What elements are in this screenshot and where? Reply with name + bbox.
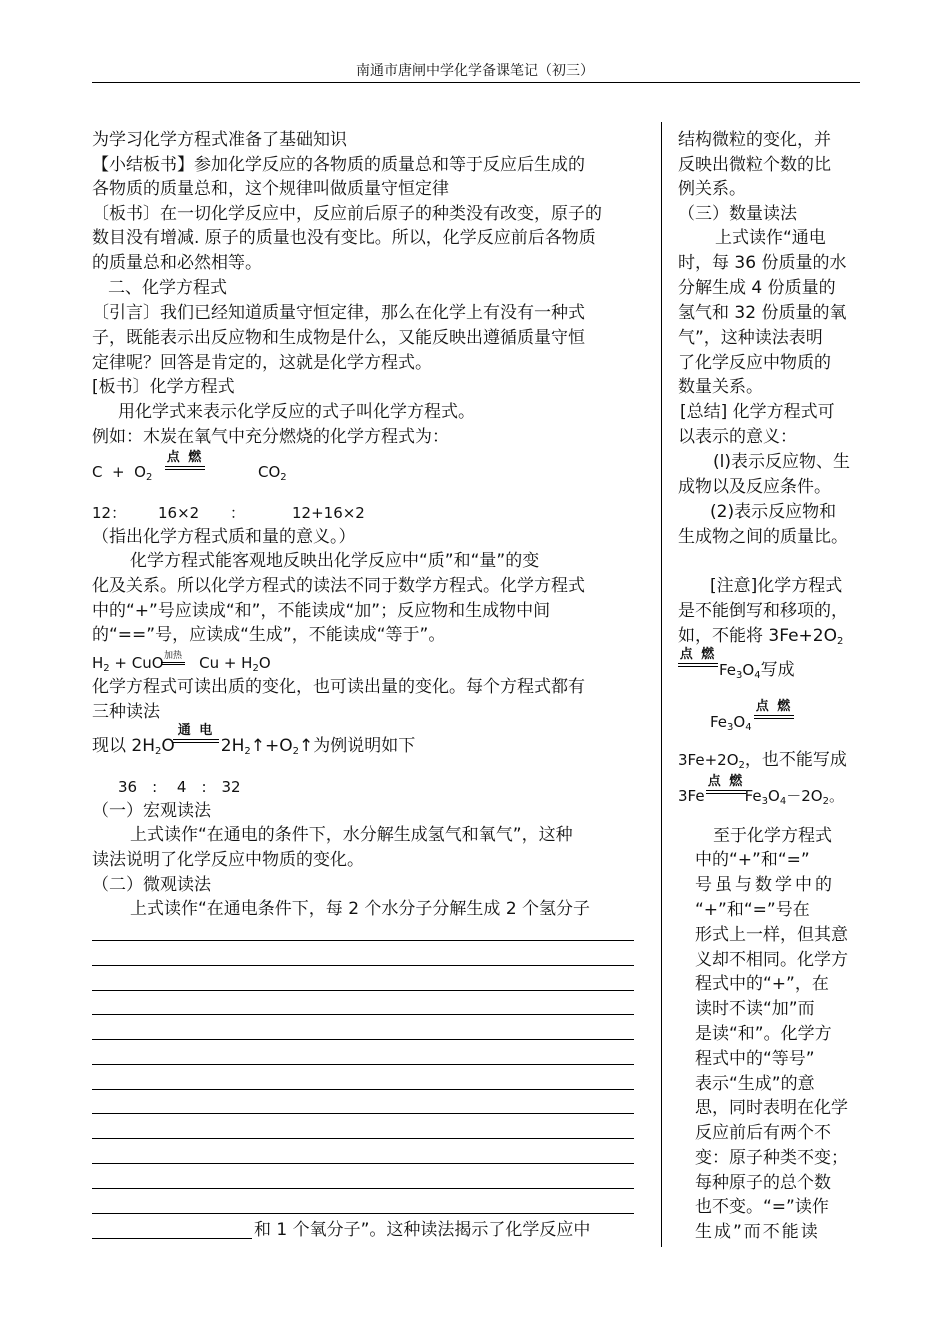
- mass-ratio-1c: 12+16×2: [292, 504, 365, 522]
- eq3-pre: 现以 2H: [92, 736, 156, 756]
- eq3-water-sub: 2: [155, 746, 162, 757]
- r21-text: 写成: [760, 660, 795, 680]
- column-divider: [661, 122, 662, 1247]
- left-line-12: 用化学式来表示化学反应的式子叫化学方程式。: [118, 402, 475, 422]
- eq3-post: ↑为例说明如下: [299, 736, 416, 756]
- r24-minus-sub: 2: [822, 796, 829, 807]
- eq2-water-sub: 2: [252, 663, 259, 674]
- eq2-condition-label: 加热: [163, 651, 182, 661]
- eq2-condition: [161, 651, 185, 665]
- r22-fe-sub: 3: [727, 722, 734, 733]
- blank-line: [92, 990, 634, 991]
- note-heading: [注意]化学方程式: [710, 576, 843, 596]
- left-line-3: 各物质的质量总和，这个规律叫做质量守恒定律: [92, 179, 449, 199]
- blank-line: [92, 1188, 634, 1189]
- left-line-17: 中的“+”号应读成“和”，不能读成“加”；反应物和生成物中间: [92, 601, 551, 621]
- eq1-plus: +: [112, 463, 125, 481]
- right-line-2: 反映出微粒个数的比: [678, 155, 831, 175]
- eq1-product-formula: CO: [258, 463, 281, 481]
- right-line-9: 气”，这种读法表明: [678, 328, 823, 348]
- left-line-4: 〔板书〕在一切化学反应中，反应前后原子的种类没有改变，原子的: [92, 204, 602, 224]
- left-line-23: 读法说明了化学反应中物质的变化。: [92, 850, 364, 870]
- right-line-31: 程式中的“+”，在: [695, 974, 829, 994]
- right-line-38: 变：原子种类不变；: [695, 1148, 848, 1168]
- note-equals-3: [706, 790, 746, 794]
- section-two-heading: 二、化学方程式: [108, 278, 227, 298]
- r21-o-sub: 4: [754, 670, 761, 681]
- right-line-37: 反应前后有两个不: [695, 1123, 831, 1143]
- eq2-water-o: O: [258, 654, 271, 672]
- left-line-22: 上式读作“在通电的条件下，水分解生成氢气和氧气”，这种: [130, 825, 573, 845]
- mass-ratio-1-colon: ：: [230, 504, 246, 522]
- equation-water-electrolysis: [92, 734, 415, 758]
- r24-minus: －2O: [786, 787, 823, 805]
- eq3-equals-sign: [173, 739, 219, 743]
- r23-tail: ，也不能写成: [744, 750, 847, 770]
- right-line-32: 读时不读“加”而: [695, 999, 815, 1019]
- right-line-20: [678, 624, 843, 648]
- right-line-11: 数量关系。: [678, 377, 763, 397]
- eq2-equals-sign: [161, 662, 185, 665]
- eq3-condition: [173, 724, 219, 743]
- note-condition-1-label: 点 燃: [679, 647, 717, 662]
- left-line-8: 〔引言〕我们已经知道质量守恒定律，那么在化学上有没有一种式: [92, 303, 585, 323]
- left-line-6: 的质量总和必然相等。: [92, 253, 262, 273]
- equation-carbon-combustion: [92, 460, 152, 484]
- note-equals-2: [754, 715, 794, 719]
- right-line-19: 是不能倒写和移项的，: [678, 601, 848, 621]
- blank-line: [92, 1113, 634, 1114]
- right-line-27: 号虽与数学中的: [695, 875, 835, 895]
- r24-fe2: Fe: [744, 787, 762, 805]
- eq3-oxygen-sub: 2: [292, 746, 300, 757]
- note-condition-3-label: 点 燃: [707, 774, 745, 789]
- quantity-reading-heading: （三）数量读法: [678, 204, 797, 224]
- right-line-26: 中的“+”和“=”: [695, 850, 810, 870]
- eq3-water-o: O: [161, 736, 175, 756]
- right-line-25: 至于化学方程式: [713, 826, 832, 846]
- r20-sub: 2: [836, 636, 844, 647]
- left-line-25: 上式读作“在通电条件下，每 2 个水分子分解生成 2 个氢分子: [130, 899, 591, 919]
- note-condition-1: [678, 648, 718, 667]
- r23-sub: 2: [738, 760, 745, 771]
- left-line-19: 化学方程式可读出质的变化，也可读出量的变化。每个方程式都有: [92, 677, 585, 697]
- eq1-product: [258, 460, 287, 484]
- mass-ratio-1a: 12：: [92, 504, 127, 522]
- left-line-9: 子，既能表示出反应物和生成物是什么，又能反映出遵循质量守恒: [92, 328, 585, 348]
- right-line-20-text: 如，不能将 3Fe+2O: [678, 626, 837, 646]
- r22-o: O: [733, 713, 746, 731]
- r21-o: O: [742, 661, 755, 679]
- note-condition-2-label: 点 燃: [755, 699, 793, 714]
- eq1-oxygen-sub: 2: [145, 472, 153, 483]
- right-line-40: 也不变。“=”读作: [695, 1197, 829, 1217]
- mass-ratio-2: 36 : 4 : 32: [118, 778, 241, 796]
- blank-line: [92, 1138, 634, 1139]
- blank-line: [92, 940, 634, 941]
- note-condition-3: [706, 775, 746, 794]
- right-line-13: 以表示的意义：: [678, 427, 797, 447]
- eq3-hydrogen: 2H: [220, 736, 245, 756]
- right-line-15: 成物以及反应条件。: [678, 477, 831, 497]
- left-line-2: 【小结板书】参加化学反应的各物质的质量总和等于反应后生成的: [92, 155, 585, 175]
- left-line-15: 化学方程式能客观地反映出化学反应中“质”和“量”的变: [130, 551, 540, 571]
- eq1-condition: [165, 451, 205, 470]
- r22-o-sub: 4: [745, 722, 752, 733]
- right-line-29: 形式上一样，但其意: [695, 925, 848, 945]
- eq2-products: Cu + H: [194, 654, 253, 672]
- blank-line: [92, 1163, 634, 1164]
- right-line-39: 每种原子的总个数: [695, 1173, 831, 1193]
- eq3-oxygen: ↑+O: [250, 736, 293, 756]
- right-line-3: 例关系。: [678, 179, 746, 199]
- left-line-26: 和 1 个氧分子”。这种读法揭示了化学反应中: [254, 1220, 591, 1240]
- eq1-carbon: C: [92, 463, 103, 481]
- r24-o: O: [768, 787, 780, 805]
- eq1-condition-label: 点 燃: [166, 450, 204, 465]
- right-line-1: 结构微粒的变化，并: [678, 130, 831, 150]
- r24-end: 。: [828, 787, 844, 805]
- blank-line: [92, 1039, 634, 1040]
- eq2-hydrogen: H: [92, 654, 104, 672]
- r24-fe-sub: 3: [761, 796, 769, 807]
- r24-fe: 3Fe: [678, 787, 705, 805]
- right-line-17: 生成物之间的质量比。: [678, 527, 848, 547]
- right-line-28: “+”和“=”号在: [695, 900, 810, 920]
- right-line-5: 上式读作“通电: [715, 228, 826, 248]
- micro-reading-heading: （二）微观读法: [92, 875, 211, 895]
- right-line-24: [678, 784, 844, 808]
- left-line-10: 定律呢？回答是肯定的，这就是化学方程式。: [92, 353, 432, 373]
- left-line-16: 化及关系。所以化学方程式的读法不同于数学方程式。化学方程式: [92, 576, 585, 596]
- eq1-equals-sign: [165, 466, 205, 470]
- r21-fe-sub: 3: [736, 670, 743, 681]
- right-line-30: 义却不相同。化学方: [695, 950, 848, 970]
- macro-reading-heading: （一）宏观读法: [92, 801, 211, 821]
- right-line-36: 思，同时表明在化学: [695, 1098, 848, 1118]
- note-condition-2: [754, 700, 794, 719]
- blank-line: [92, 965, 634, 966]
- r21-fe: Fe: [719, 661, 737, 679]
- blank-line: [92, 1064, 634, 1065]
- page-header-title: 南通市唐闸中学化学备课笔记（初三）: [356, 63, 594, 79]
- right-line-35: 表示“生成”的意: [695, 1074, 815, 1094]
- header-rule: [92, 82, 860, 83]
- right-line-34: 程式中的“等号”: [695, 1049, 815, 1069]
- eq2-cuo: + CuO: [109, 654, 169, 672]
- meaning-item-1: (l)表示反应物、生: [713, 452, 850, 472]
- blank-line-short: [92, 1238, 252, 1239]
- right-line-6: 时，每 36 份质量的水: [678, 253, 847, 273]
- right-line-22: [710, 710, 752, 734]
- right-line-23: [678, 748, 847, 772]
- blank-line: [92, 1014, 634, 1015]
- blank-line: [92, 1089, 634, 1090]
- eq3-condition-label: 通 电: [177, 723, 215, 738]
- right-line-7: 分解生成 4 份质量的: [678, 278, 836, 298]
- left-line-11: [板书〕化学方程式: [92, 377, 235, 397]
- left-line-1: 为学习化学方程式准备了基础知识: [92, 130, 347, 150]
- eq2-hydrogen-sub: 2: [103, 663, 110, 674]
- right-line-10: 了化学反应中物质的: [678, 353, 831, 373]
- summary-heading: [总结] 化学方程式可: [680, 402, 835, 422]
- left-line-18: 的“==”号，应读成“生成”，不能读成“等于”。: [92, 625, 446, 645]
- eq1-oxygen: O: [134, 463, 146, 481]
- right-line-21: [719, 658, 795, 682]
- r24-o-sub: 4: [779, 796, 787, 807]
- left-line-14: （指出化学方程式质和量的意义。）: [92, 527, 356, 547]
- note-equals-1: [678, 663, 718, 667]
- left-line-13: 例如：木炭在氧气中充分燃烧的化学方程式为：: [92, 427, 449, 447]
- blank-line: [92, 1213, 634, 1214]
- right-line-33: 是读“和”。化学方: [695, 1024, 832, 1044]
- r22-fe: Fe: [710, 713, 728, 731]
- r23-text: 3Fe+2O: [678, 751, 739, 769]
- mass-ratio-1b: 16×2: [158, 504, 200, 522]
- right-line-8: 氢气和 32 份质量的氧: [678, 303, 847, 323]
- eq1-product-sub: 2: [280, 472, 287, 483]
- left-line-5: 数目没有增减. 原子的质量也没有变比。所以，化学反应前后各物质: [92, 228, 596, 248]
- meaning-item-2: (2)表示反应物和: [710, 502, 837, 522]
- left-line-20: 三种读法: [92, 702, 160, 722]
- right-line-41: 生成”而不能读: [695, 1222, 820, 1242]
- eq3-hydrogen-sub: 2: [244, 746, 251, 757]
